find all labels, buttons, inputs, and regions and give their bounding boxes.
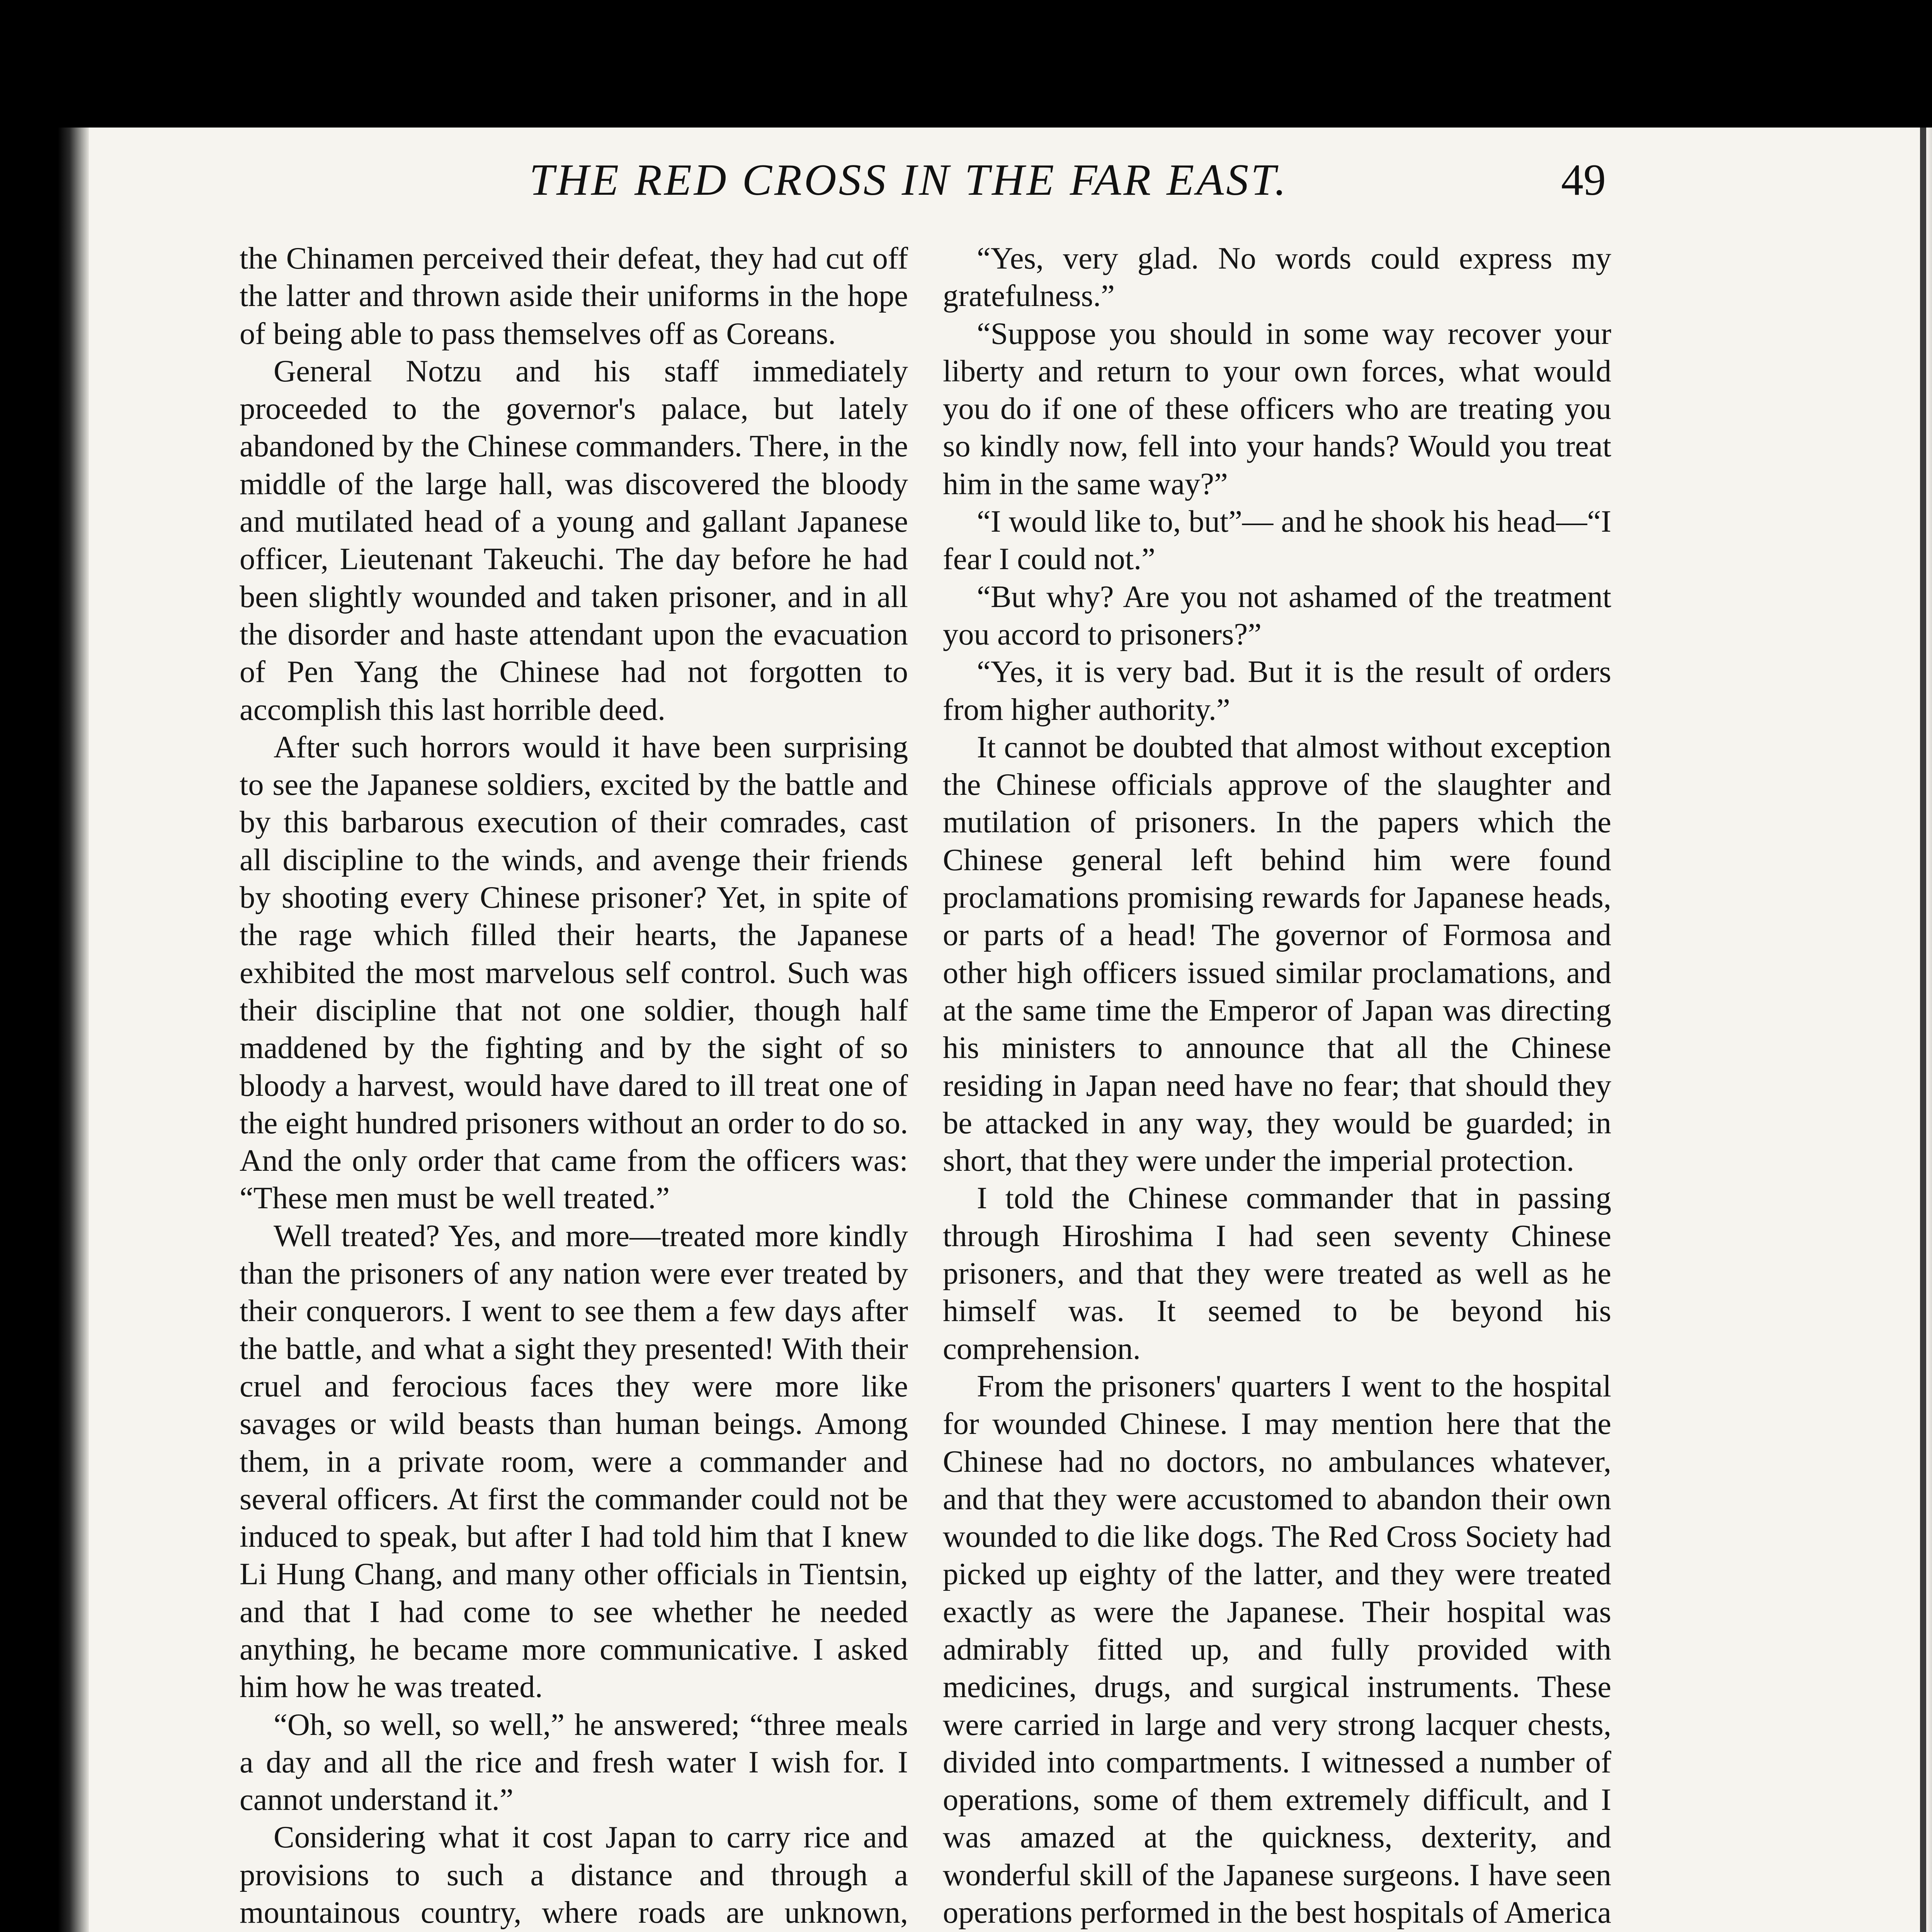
- paragraph: “But why? Are you not ashamed of the treatment you accord to prisoners?”: [943, 579, 1611, 651]
- paragraph: “I would like to, but”— and he shook his head—“I fear I could not.”: [943, 504, 1611, 577]
- scan-edge-rule: [1920, 128, 1926, 1932]
- running-title: THE RED CROSS IN THE FAR EAST.: [529, 155, 1289, 205]
- text-column-right: [943, 240, 1611, 1932]
- paragraph: “Yes, very glad. No words could express my gratefulness.”: [943, 241, 1611, 313]
- paragraph: After such horrors would it have been surprising to see the Japanese soldiers, excited by the battle and by this barbarous execution of their comrades, cast all discipline to the winds, and avenge their friends by shooting every Chinese prisoner? Yet, in spite of the rage which filled their hearts, the Japanese exhibited the most marvelous self control. Such was their discipline that not one soldier, though half maddened by the fighting and by the sight of so bloody a harvest, would have dared to ill treat one of the eight hundred prisoners without an order to do so. And the only order that came from the officers was: “These men must be well treated.”: [240, 730, 908, 1216]
- paragraph: “Suppose you should in some way recover your liberty and return to your own forces, what would you do if one of these officers who are treating you so kindly now, fell into your hands? Would you treat him in the same way?”: [943, 316, 1611, 501]
- page-binding-edge: [43, 128, 89, 1932]
- paragraph: Considering what it cost Japan to carry rice and provisions to such a distance and through a mountainous country, where roads are unknown,: [240, 1820, 908, 1930]
- paragraph: I told the Chinese commander that in passing through Hiroshima I had seen seventy Chinese prisoners, and that they were treated as well as he himself was. It seemed to be beyond his comprehension.: [943, 1181, 1611, 1366]
- paragraph: “Oh, so well, so well,” he answered; “three meals a day and all the rice and fresh water I wish for. I cannot understand it.”: [240, 1707, 908, 1817]
- paragraph: General Notzu and his staff immediately proceeded to the governor's palace, but lately abandoned by the Chinese commanders. There, in the middle of the large hall, was discovered the bloody and mutilated head of a young and gallant Japanese officer, Lieutenant Takeuchi. The day before he had been slightly wounded and taken prisoner, and in all the disorder and haste attendant upon the evacuation of Pen Yang the Chinese had not forgotten to accomplish this last horrible deed.: [240, 354, 908, 727]
- paragraph: It cannot be doubted that almost without exception the Chinese officials approve of the slaughter and mutilation of prisoners. In the papers which the Chinese general left behind him were found proclamations promising rewards for Japanese heads, or parts of a head! The governor of Formosa and other high officers issued similar proclamations, and at the same time the Emperor of Japan was directing his ministers to announce that all the Chinese residing in Japan need have no fear; that should they be attacked in any way, they would be guarded; in short, that they were under the imperial protection.: [943, 730, 1611, 1178]
- page-header: [514, 155, 1673, 232]
- paragraph: the Chinamen perceived their defeat, they had cut off the latter and thrown aside their uniforms in the hope of being able to pass themselves off as Coreans.: [240, 241, 908, 351]
- paragraph: From the prisoners' quarters I went to the hospital for wounded Chinese. I may mention here that the Chinese had no doctors, no ambulances whatever, and that they were accustomed to abandon their own wounded to die like dogs. The Red Cross Society had picked up eighty of the latter, and they were treated exactly as were the Japanese. Their hospital was admirably fitted up, and fully provided with medicines, drugs, and surgical instruments. These were carried in large and very strong lacquer chests, divided into compartments. I witnessed a number of operations, some of them extremely difficult, and I was amazed at the quickness, dexterity, and wonderful skill of the Japanese surgeons. I have seen operations performed in the best hospitals of America: [943, 1369, 1611, 1930]
- page-right-margin: [1926, 128, 1932, 1932]
- page-number: 49: [1561, 155, 1606, 205]
- text-column-left: [240, 240, 908, 1932]
- paragraph: Well treated? Yes, and more—treated more kindly than the prisoners of any nation were ever treated by their conquerors. I went to see them a few days after the battle, and what a sight they presented! With their cruel and ferocious faces they were more like savages or wild beasts than human beings. Among them, in a private room, were a commander and several officers. At first the commander could not be induced to speak, but after I had told him that I knew Li Hung Chang, and many other officials in Tientsin, and that I had come to see whether he needed anything, he became more communicative. I asked him how he was treated.: [240, 1218, 908, 1704]
- paragraph: “Yes, it is very bad. But it is the result of orders from higher authority.”: [943, 655, 1611, 727]
